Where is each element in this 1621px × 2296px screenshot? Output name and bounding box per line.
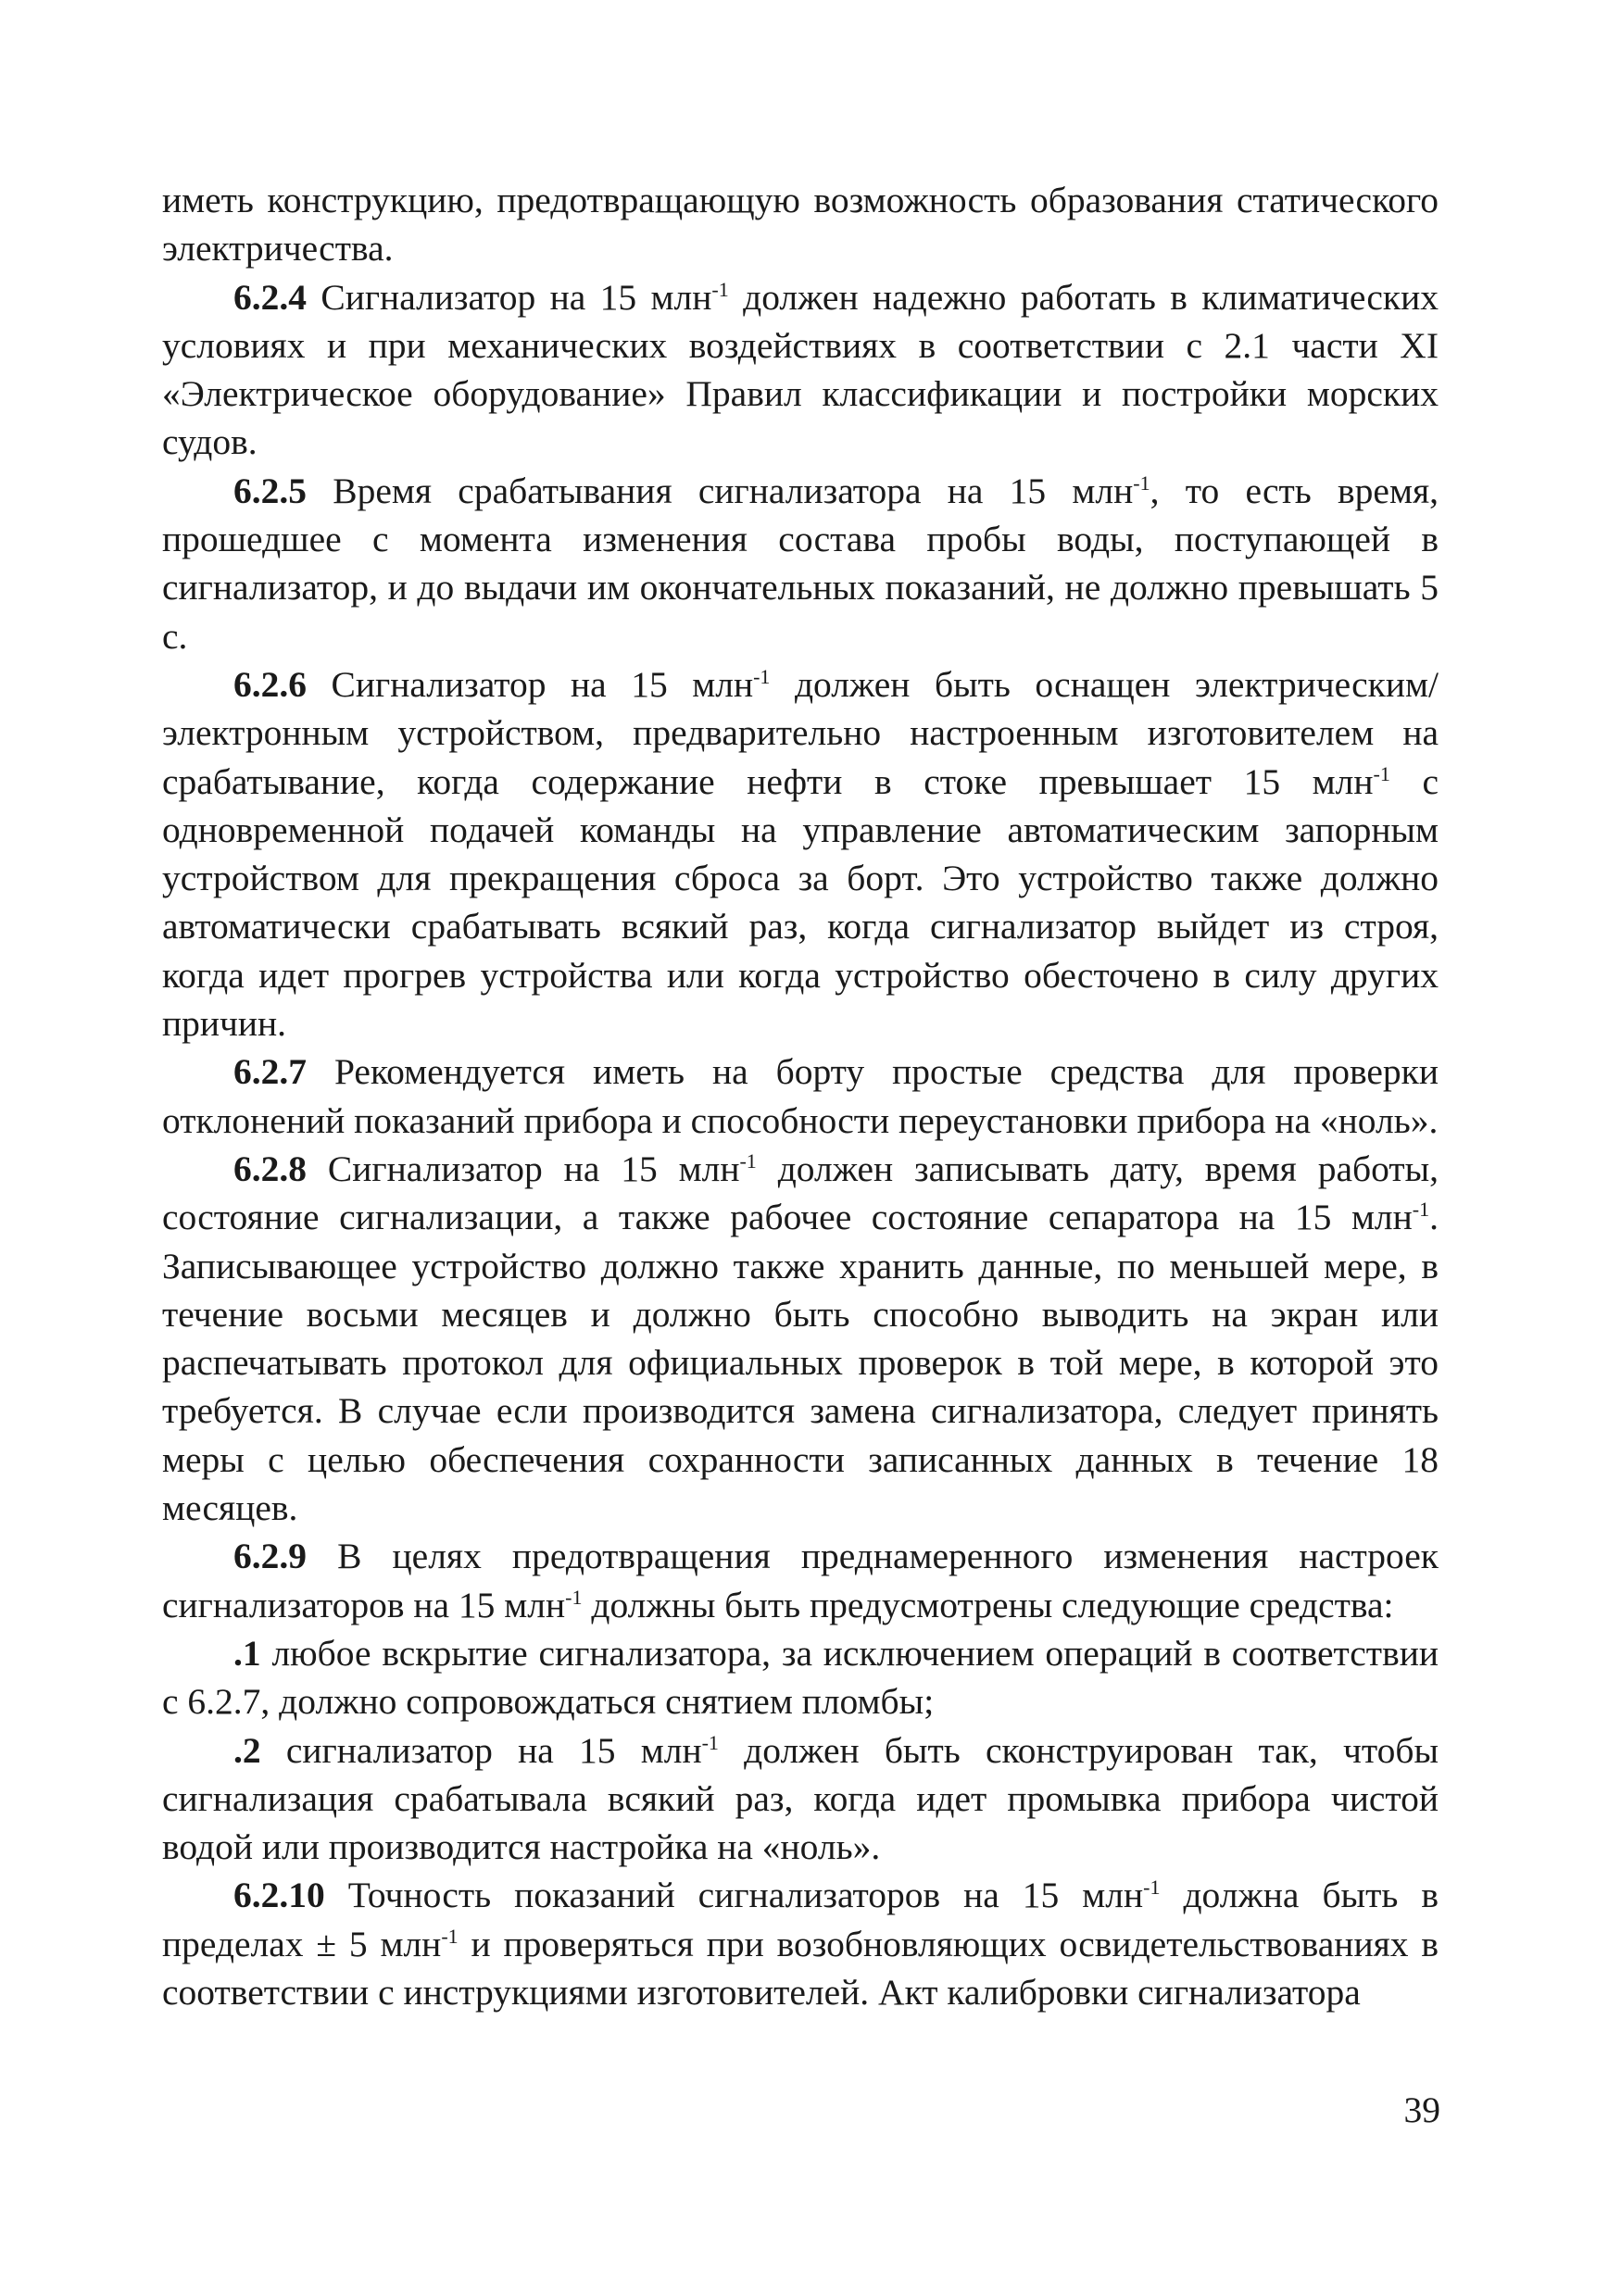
paragraph-text: Сигнализатор на 15 <box>307 1148 679 1189</box>
paragraph <box>162 1871 1439 2016</box>
clause-number: 6.2.4 <box>233 276 307 318</box>
unit: млн$^{-1}$ <box>640 1729 719 1771</box>
unit: млн$^{-1}$ <box>1072 470 1150 511</box>
clause-number: 6.2.5 <box>233 470 307 511</box>
paragraph <box>162 660 1439 1048</box>
paragraph <box>162 176 1439 273</box>
paragraph-text: Точность показаний сигнализаторов на 15 <box>324 1875 1083 1916</box>
paragraph-text: сигнализатор на 15 <box>260 1729 641 1771</box>
paragraph-text: Рекомендуется иметь на борту простые средства для проверки отклонений показаний прибора и способности переустановки прибора на «ноль». <box>162 1051 1439 1141</box>
paragraph-text: Время срабатывания сигнализатора на 15 <box>307 470 1073 511</box>
paragraph-text: иметь конструкцию, предотвращающую возможность образования статического электричества. <box>162 180 1439 270</box>
unit: млн$^{-1}$ <box>1351 1197 1430 1238</box>
paragraph <box>162 1726 1439 1872</box>
paragraph-text: должны быть предусмотрены следующие средства: <box>582 1584 1394 1625</box>
clause-number: 6.2.10 <box>233 1875 325 1916</box>
paragraph <box>162 273 1439 467</box>
clause-number: 6.2.9 <box>233 1536 307 1577</box>
paragraph-text: и проверяться при возобновляющих освидетельствованиях в соответствии с инструкциями изготовителей. Акт калибровки сигнализатора <box>162 1923 1439 2013</box>
paragraph-text: должен быть оснащен электрическим/электронным устройством, предварительно настроенным изготовителем на срабатывание, когда содержание нефти в стоке превышает 15 <box>162 663 1439 802</box>
clause-number: 6.2.6 <box>233 663 307 705</box>
unit: млн$^{-1}$ <box>692 663 771 705</box>
paragraph <box>162 1145 1439 1532</box>
paragraph-text: В целях предотвращения преднамеренного изменения настроек сигнализаторов на 15 <box>162 1536 1439 1625</box>
clause-number: 6.2.8 <box>233 1148 307 1189</box>
document-body <box>162 176 1439 2016</box>
paragraph-text: должна быть в пределах ± 5 <box>162 1875 1439 1964</box>
paragraph-text: любое вскрытие сигнализатора, за исключением операций в соответствии с 6.2.7, должно сопровождаться снятием пломбы; <box>162 1632 1439 1723</box>
clause-number: .1 <box>233 1632 261 1674</box>
unit: млн$^{-1}$ <box>678 1148 757 1189</box>
paragraph-text: Сигнализатор на 15 <box>307 276 651 318</box>
unit: млн$^{-1}$ <box>650 276 729 318</box>
unit: млн$^{-1}$ <box>1082 1875 1161 1916</box>
unit: млн$^{-1}$ <box>504 1584 583 1625</box>
paragraph <box>162 1629 1439 1726</box>
clause-number: 6.2.7 <box>233 1051 307 1093</box>
clause-number: .2 <box>233 1729 261 1771</box>
paragraph-text: должен быть сконструирован так, чтобы сигнализация срабатывала всякий раз, когда идет промывка прибора чистой водой или производится настройка на «ноль». <box>162 1729 1439 1868</box>
paragraph-text: . Записывающее устройство должно также хранить данные, по меньшей мере, в течение восьми месяцев и должно быть способно выводить на экран или распечатывать протокол для официальных проверок в той мере, в которой это требуется. В случае если производится замена сигнализатора, следует принять меры с целью обеспечения сохранности записанных данных в течение 18 месяцев. <box>162 1197 1439 1529</box>
paragraph-text: , то есть время, прошедшее с момента изменения состава пробы воды, поступающей в сигнализатор, и до выдачи им окончательных показаний, не должно превышать 5 с. <box>162 470 1439 657</box>
paragraph-text: должен записывать дату, время работы, состояние сигнализации, а также рабочее состояние сепаратора на 15 <box>162 1148 1439 1238</box>
unit: млн$^{-1}$ <box>380 1923 459 1964</box>
paragraph-text: с одновременной подачей команды на управление автоматическим запорным устройством для прекращения сброса за борт. Это устройство также должно автоматически срабатывать всякий раз, когда сигнализатор выйдет из строя, когда идет прогрев устройства или когда устройство обесточено в силу других причин. <box>162 760 1439 1045</box>
page-number: 39 <box>1403 2089 1440 2130</box>
paragraph-text: Сигнализатор на 15 <box>307 663 693 705</box>
paragraph-text: должен надежно работать в климатических условиях и при механических воздействиях в соответствии с 2.1 части XI «Электрическое оборудование» Правил классификации и постройки морских судов. <box>162 276 1439 463</box>
paragraph <box>162 1532 1439 1629</box>
unit: млн$^{-1}$ <box>1312 760 1390 802</box>
paragraph <box>162 1048 1439 1145</box>
paragraph <box>162 467 1439 660</box>
